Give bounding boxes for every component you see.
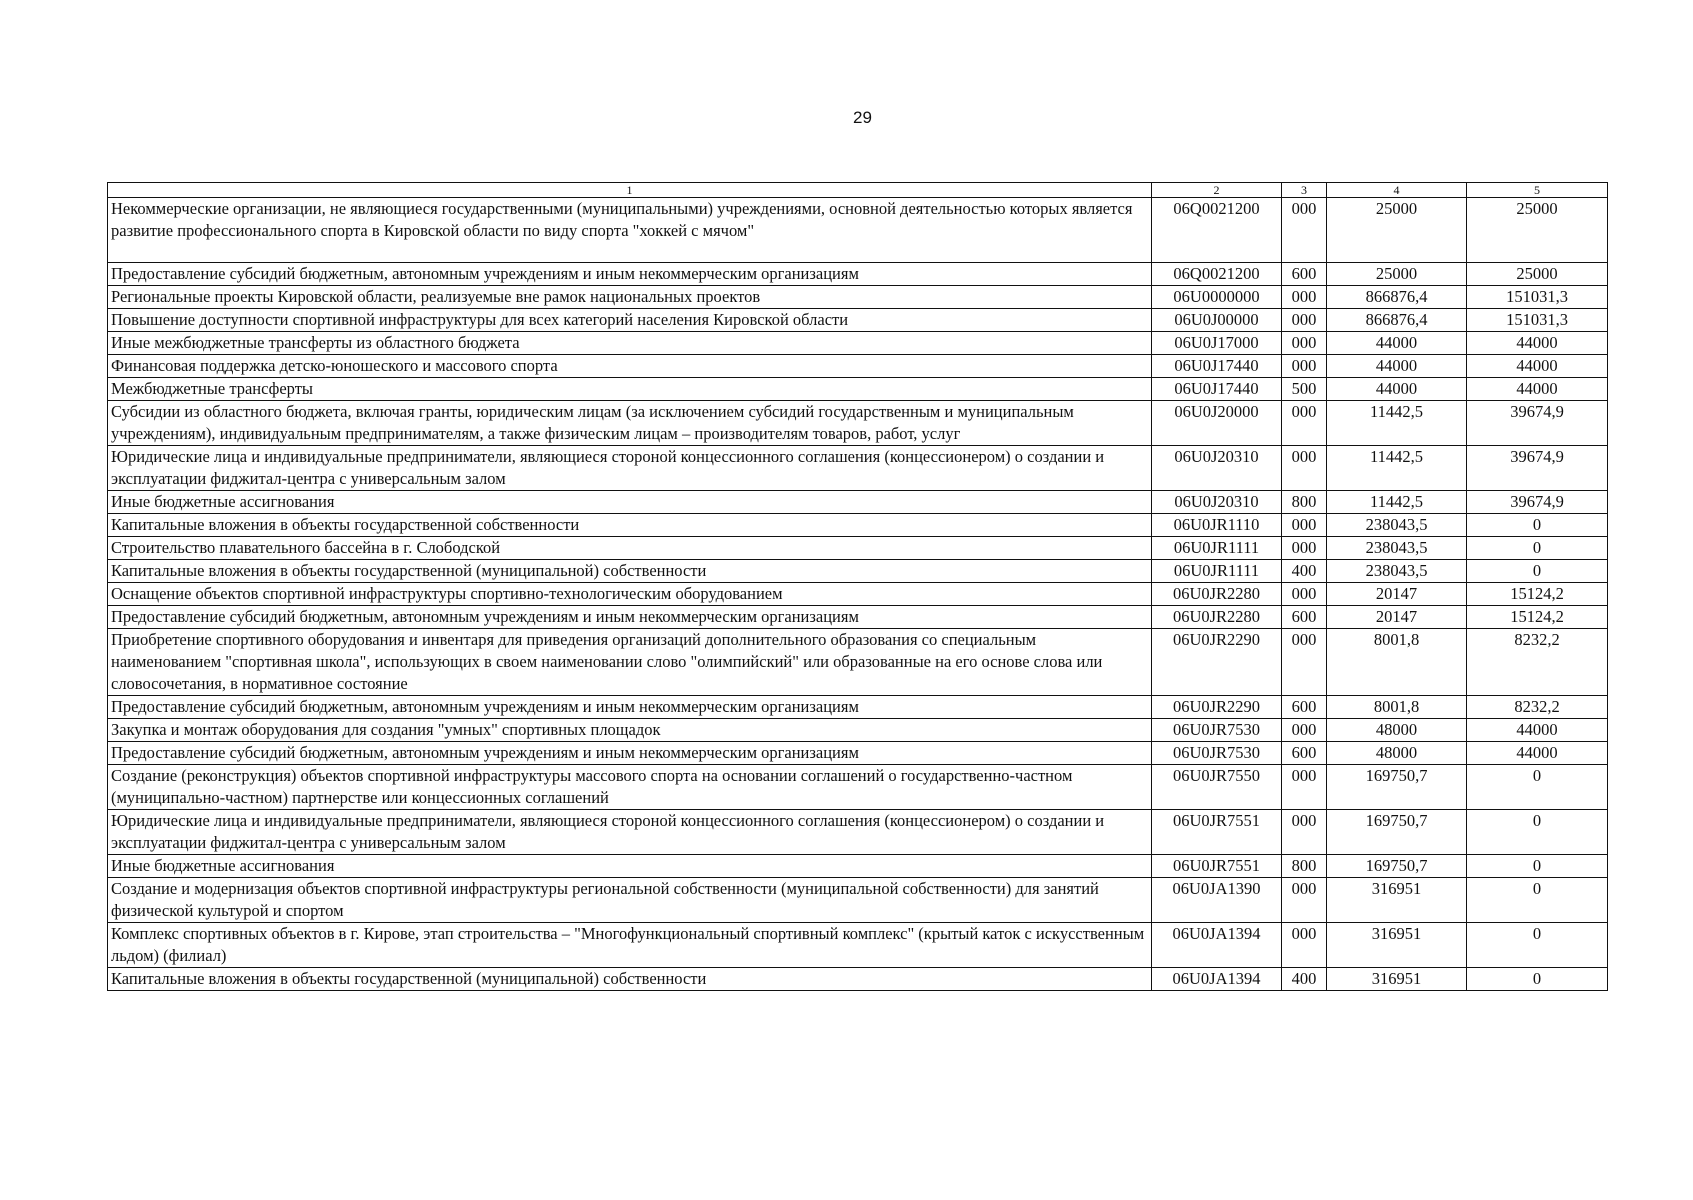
- row-value-col5-cell: 44000: [1467, 332, 1608, 355]
- row-value-col5-cell: 0: [1467, 765, 1608, 810]
- row-name-cell: Межбюджетные трансферты: [108, 378, 1152, 401]
- table-row: [108, 968, 1608, 991]
- row-value-col5-cell: 39674,9: [1467, 491, 1608, 514]
- table-row: [108, 719, 1608, 742]
- row-code-cell: 06U0JR7530: [1152, 742, 1282, 765]
- table-row: [108, 560, 1608, 583]
- row-name-cell: Капитальные вложения в объекты государственной (муниципальной) собственности: [108, 968, 1152, 991]
- row-name-cell: Капитальные вложения в объекты государственной собственности: [108, 514, 1152, 537]
- table-row: [108, 537, 1608, 560]
- row-value-col4-cell: 238043,5: [1327, 560, 1467, 583]
- row-code-cell: 06U0JR1111: [1152, 537, 1282, 560]
- row-value-col5-cell: 44000: [1467, 719, 1608, 742]
- row-value-col4-cell: 866876,4: [1327, 286, 1467, 309]
- row-code-cell: 06U0JR1110: [1152, 514, 1282, 537]
- row-code-cell: 06U0JA1390: [1152, 878, 1282, 923]
- table-row: [108, 263, 1608, 286]
- row-code-cell: 06U0JR2280: [1152, 583, 1282, 606]
- header-row: [108, 183, 1608, 198]
- row-code-cell: 06U0000000: [1152, 286, 1282, 309]
- row-name-cell: Предоставление субсидий бюджетным, автономным учреждениям и иным некоммерческим организациям: [108, 742, 1152, 765]
- row-value-col5-cell: 0: [1467, 923, 1608, 968]
- row-value-col4-cell: 316951: [1327, 878, 1467, 923]
- row-kind-cell: 000: [1282, 309, 1327, 332]
- table-row: [108, 810, 1608, 855]
- row-name-cell: Иные межбюджетные трансферты из областного бюджета: [108, 332, 1152, 355]
- row-kind-cell: 000: [1282, 629, 1327, 696]
- row-kind-cell: 000: [1282, 583, 1327, 606]
- table-row: [108, 878, 1608, 923]
- row-value-col5-cell: 8232,2: [1467, 696, 1608, 719]
- row-kind-cell: 600: [1282, 606, 1327, 629]
- table-body: [108, 198, 1608, 991]
- table-row: [108, 198, 1608, 263]
- row-code-cell: 06Q0021200: [1152, 198, 1282, 263]
- table-row: [108, 696, 1608, 719]
- row-kind-cell: 500: [1282, 378, 1327, 401]
- column-header: 5: [1467, 183, 1608, 198]
- row-code-cell: 06U0J20310: [1152, 491, 1282, 514]
- row-code-cell: 06U0J17000: [1152, 332, 1282, 355]
- row-value-col5-cell: 44000: [1467, 378, 1608, 401]
- row-value-col5-cell: 15124,2: [1467, 606, 1608, 629]
- row-value-col4-cell: 11442,5: [1327, 491, 1467, 514]
- row-value-col4-cell: 25000: [1327, 198, 1467, 263]
- row-name-cell: Капитальные вложения в объекты государственной (муниципальной) собственности: [108, 560, 1152, 583]
- row-value-col5-cell: 0: [1467, 537, 1608, 560]
- row-kind-cell: 400: [1282, 560, 1327, 583]
- row-code-cell: 06U0JR7550: [1152, 765, 1282, 810]
- row-kind-cell: 000: [1282, 719, 1327, 742]
- row-value-col5-cell: 39674,9: [1467, 401, 1608, 446]
- row-name-cell: Комплекс спортивных объектов в г. Кирове, этап строительства – "Многофункциональный спортивный комплекс" (крытый каток с искусственным льдом) (филиал): [108, 923, 1152, 968]
- row-name-cell: Финансовая поддержка детско-юношеского и массового спорта: [108, 355, 1152, 378]
- row-name-cell: Предоставление субсидий бюджетным, автономным учреждениям и иным некоммерческим организациям: [108, 696, 1152, 719]
- row-value-col4-cell: 44000: [1327, 355, 1467, 378]
- row-value-col4-cell: 238043,5: [1327, 514, 1467, 537]
- table-row: [108, 286, 1608, 309]
- row-value-col4-cell: 48000: [1327, 719, 1467, 742]
- row-code-cell: 06U0JR2290: [1152, 696, 1282, 719]
- row-name-cell: Юридические лица и индивидуальные предприниматели, являющиеся стороной концессионного соглашения (концессионером) о создании и эксплуатации фиджитал-центра с универсальным залом: [108, 810, 1152, 855]
- row-kind-cell: 000: [1282, 923, 1327, 968]
- row-value-col4-cell: 44000: [1327, 332, 1467, 355]
- row-value-col4-cell: 169750,7: [1327, 810, 1467, 855]
- row-kind-cell: 000: [1282, 355, 1327, 378]
- row-code-cell: 06U0J17440: [1152, 378, 1282, 401]
- row-code-cell: 06U0JR7530: [1152, 719, 1282, 742]
- row-kind-cell: 000: [1282, 198, 1327, 263]
- column-header: 1: [108, 183, 1152, 198]
- table-row: [108, 765, 1608, 810]
- row-name-cell: Строительство плавательного бассейна в г. Слободской: [108, 537, 1152, 560]
- page-number: 29: [853, 108, 872, 127]
- column-header: 3: [1282, 183, 1327, 198]
- row-value-col5-cell: 151031,3: [1467, 286, 1608, 309]
- row-value-col4-cell: 316951: [1327, 923, 1467, 968]
- row-kind-cell: 000: [1282, 810, 1327, 855]
- table-row: [108, 923, 1608, 968]
- row-kind-cell: 000: [1282, 537, 1327, 560]
- budget-table: [107, 182, 1608, 991]
- row-code-cell: 06U0J17440: [1152, 355, 1282, 378]
- row-value-col5-cell: 151031,3: [1467, 309, 1608, 332]
- row-code-cell: 06U0JR2280: [1152, 606, 1282, 629]
- row-code-cell: 06U0JR7551: [1152, 810, 1282, 855]
- row-kind-cell: 000: [1282, 401, 1327, 446]
- row-kind-cell: 000: [1282, 286, 1327, 309]
- row-kind-cell: 600: [1282, 742, 1327, 765]
- table-row: [108, 309, 1608, 332]
- row-kind-cell: 000: [1282, 878, 1327, 923]
- row-name-cell: Создание и модернизация объектов спортивной инфраструктуры региональной собственности (муниципальной собственности) для занятий физической культурой и спортом: [108, 878, 1152, 923]
- row-name-cell: Субсидии из областного бюджета, включая гранты, юридическим лицам (за исключением субсидий государственным и муниципальным учреждениям), индивидуальным предпринимателям, а также физическим лицам – производителям товаров, работ, услуг: [108, 401, 1152, 446]
- row-name-cell: Некоммерческие организации, не являющиеся государственными (муниципальными) учреждениями, основной деятельностью которых является развитие профессионального спорта в Кировской области по виду спорта "хоккей с мячом": [108, 198, 1152, 263]
- row-value-col5-cell: 0: [1467, 968, 1608, 991]
- row-value-col4-cell: 8001,8: [1327, 629, 1467, 696]
- row-code-cell: 06U0JR2290: [1152, 629, 1282, 696]
- row-kind-cell: 800: [1282, 855, 1327, 878]
- row-value-col4-cell: 11442,5: [1327, 446, 1467, 491]
- row-value-col5-cell: 44000: [1467, 355, 1608, 378]
- row-value-col4-cell: 48000: [1327, 742, 1467, 765]
- row-value-col4-cell: 20147: [1327, 583, 1467, 606]
- table-row: [108, 491, 1608, 514]
- row-kind-cell: 800: [1282, 491, 1327, 514]
- row-value-col4-cell: 8001,8: [1327, 696, 1467, 719]
- row-value-col4-cell: 316951: [1327, 968, 1467, 991]
- row-code-cell: 06U0JR7551: [1152, 855, 1282, 878]
- row-value-col5-cell: 8232,2: [1467, 629, 1608, 696]
- row-name-cell: Юридические лица и индивидуальные предприниматели, являющиеся стороной концессионного соглашения (концессионером) о создании и эксплуатации фиджитал-центра с универсальным залом: [108, 446, 1152, 491]
- row-name-cell: Закупка и монтаж оборудования для создания "умных" спортивных площадок: [108, 719, 1152, 742]
- row-code-cell: 06U0JA1394: [1152, 923, 1282, 968]
- row-value-col5-cell: 0: [1467, 878, 1608, 923]
- row-name-cell: Региональные проекты Кировской области, реализуемые вне рамок национальных проектов: [108, 286, 1152, 309]
- table-row: [108, 855, 1608, 878]
- row-value-col5-cell: 39674,9: [1467, 446, 1608, 491]
- row-name-cell: Приобретение спортивного оборудования и инвентаря для приведения организаций дополнительного образования со специальным наименованием "спортивная школа", использующих в своем наименовании слово "олимпийский" или образованные на его основе слова или словосочетания, в нормативное состояние: [108, 629, 1152, 696]
- table-row: [108, 378, 1608, 401]
- row-value-col5-cell: 15124,2: [1467, 583, 1608, 606]
- row-name-cell: Предоставление субсидий бюджетным, автономным учреждениям и иным некоммерческим организациям: [108, 606, 1152, 629]
- row-value-col4-cell: 866876,4: [1327, 309, 1467, 332]
- row-value-col4-cell: 11442,5: [1327, 401, 1467, 446]
- row-code-cell: 06U0JR1111: [1152, 560, 1282, 583]
- row-kind-cell: 000: [1282, 446, 1327, 491]
- row-kind-cell: 600: [1282, 696, 1327, 719]
- row-kind-cell: 000: [1282, 332, 1327, 355]
- row-name-cell: Иные бюджетные ассигнования: [108, 491, 1152, 514]
- row-value-col5-cell: 0: [1467, 560, 1608, 583]
- table-row: [108, 446, 1608, 491]
- row-value-col5-cell: 0: [1467, 810, 1608, 855]
- table-row: [108, 742, 1608, 765]
- row-value-col5-cell: 0: [1467, 855, 1608, 878]
- table-row: [108, 629, 1608, 696]
- table-row: [108, 355, 1608, 378]
- row-value-col5-cell: 0: [1467, 514, 1608, 537]
- row-kind-cell: 000: [1282, 765, 1327, 810]
- row-name-cell: Иные бюджетные ассигнования: [108, 855, 1152, 878]
- row-name-cell: Создание (реконструкция) объектов спортивной инфраструктуры массового спорта на основании соглашений о государственно-частном (муниципально-частном) партнерстве или концессионных соглашений: [108, 765, 1152, 810]
- row-code-cell: 06U0J20310: [1152, 446, 1282, 491]
- row-value-col5-cell: 25000: [1467, 198, 1608, 263]
- row-value-col4-cell: 25000: [1327, 263, 1467, 286]
- column-header: 4: [1327, 183, 1467, 198]
- table-row: [108, 332, 1608, 355]
- row-code-cell: 06U0J00000: [1152, 309, 1282, 332]
- row-kind-cell: 400: [1282, 968, 1327, 991]
- row-value-col5-cell: 25000: [1467, 263, 1608, 286]
- row-value-col4-cell: 238043,5: [1327, 537, 1467, 560]
- row-kind-cell: 000: [1282, 514, 1327, 537]
- row-kind-cell: 600: [1282, 263, 1327, 286]
- row-value-col5-cell: 44000: [1467, 742, 1608, 765]
- table-header: [108, 183, 1608, 198]
- row-code-cell: 06U0J20000: [1152, 401, 1282, 446]
- row-value-col4-cell: 169750,7: [1327, 855, 1467, 878]
- row-value-col4-cell: 169750,7: [1327, 765, 1467, 810]
- column-header: 2: [1152, 183, 1282, 198]
- row-name-cell: Оснащение объектов спортивной инфраструктуры спортивно-технологическим оборудованием: [108, 583, 1152, 606]
- table-row: [108, 583, 1608, 606]
- row-value-col4-cell: 44000: [1327, 378, 1467, 401]
- row-code-cell: 06U0JA1394: [1152, 968, 1282, 991]
- row-value-col4-cell: 20147: [1327, 606, 1467, 629]
- row-code-cell: 06Q0021200: [1152, 263, 1282, 286]
- table-row: [108, 514, 1608, 537]
- table-row: [108, 401, 1608, 446]
- table-row: [108, 606, 1608, 629]
- row-name-cell: Предоставление субсидий бюджетным, автономным учреждениям и иным некоммерческим организациям: [108, 263, 1152, 286]
- row-name-cell: Повышение доступности спортивной инфраструктуры для всех категорий населения Кировской области: [108, 309, 1152, 332]
